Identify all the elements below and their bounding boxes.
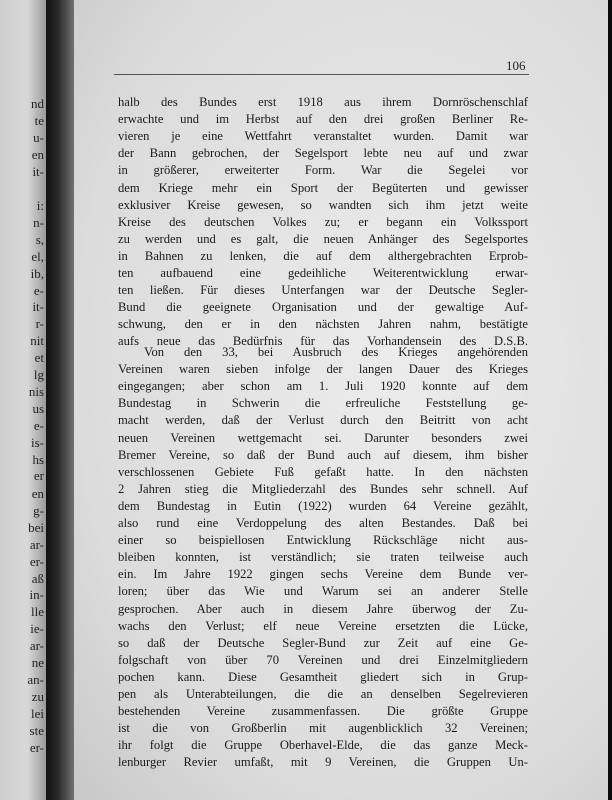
text-line: eingegangen; aber schon am 1. Juli 1920 konnte auf dem — [118, 379, 528, 394]
left-page-fragment: bei — [28, 519, 44, 535]
left-page-fragment: lg — [33, 367, 44, 382]
left-page-fragment: u- — [33, 129, 44, 145]
left-page-fragment: nd — [31, 96, 44, 111]
text-line: dem Kriege mehr ein Sport der Begüterten und gewisser — [118, 180, 528, 195]
left-page-fragment: aß — [31, 570, 44, 586]
left-page-fragment: an- — [27, 671, 44, 687]
left-page-fragment: us — [32, 400, 44, 416]
left-page-fragment: ne — [31, 655, 44, 670]
left-page-fragment: r- — [35, 316, 44, 332]
text-line: loren; über das Wie und Warum sei an anderer Stelle — [118, 584, 528, 599]
left-page-fragment: zu — [31, 688, 44, 704]
left-page-fragment: in- — [29, 587, 44, 603]
text-line: pen als Unterabteilungen, die die an denselben Segelrevieren — [118, 687, 528, 701]
text-line: in Bahnen zu lenken, die auf dem althergebrachten Erprob- — [118, 248, 528, 263]
left-page-fragment: ar- — [29, 638, 44, 654]
left-page-fragment: i: — [36, 198, 44, 213]
book-page — [74, 0, 608, 800]
text-line: macht werden, daß der Verlust durch den Beitritt von acht — [118, 413, 528, 428]
left-page-fragment: ib, — [30, 265, 44, 281]
text-line: halb des Bundes erst 1918 aus ihrem Dornröschenschlaf — [118, 95, 528, 109]
text-line: in größerer, erweiterter Form. War die Segelei vor — [118, 163, 528, 178]
text-line: lenburger Revier umfaßt, mit 9 Vereinen, die Gruppen Un- — [118, 755, 528, 770]
left-page-fragment: e- — [33, 417, 44, 433]
left-page-fragment: el, — [31, 248, 44, 264]
left-page-fragment: nit — [30, 333, 44, 349]
text-line: neuen Vereinen wettgemacht sei. Darunter besonders zwei — [118, 430, 528, 445]
left-page-fragment: er- — [29, 739, 44, 755]
text-line: wachs den Verlust; elf neue Vereine ersetzten die Lücke, — [118, 618, 528, 633]
text-line: zu werden und es galt, die neuen Anhänger des Segelsportes — [118, 231, 528, 246]
text-line: ten aufbauend eine gedeihliche Weiterentwicklung erwar- — [118, 266, 528, 280]
left-page-fragment: ste — [29, 722, 44, 738]
text-line: Vereinen waren sieben infolge der langen Dauer des Krieges — [118, 362, 528, 377]
text-line: also rund eine Verdoppelung des alten Bestandes. Daß bei — [118, 516, 528, 530]
text-line: 2 Jahren stieg die Mitgliederzahl des Bundes sehr schnell. Auf — [118, 481, 528, 496]
text-line: folgschaft von über 70 Vereinen und drei Einzelmitgliedern — [118, 652, 528, 667]
text-line: ein. Im Jahre 1922 gingen sechs Vereine dem Bunde ver- — [118, 567, 528, 582]
text-line: Kreise des deutschen Volkes zu; er begann ein Volkssport — [118, 214, 528, 229]
text-line: bleiben konnten, ist verständlich; sie traten teilweise auch — [118, 550, 528, 565]
header-rule — [114, 74, 529, 75]
text-line: exklusiver Kreise gewesen, so wandten sich ihm jetzt weite — [118, 197, 528, 212]
text-line: schwung, den er in den nächsten Jahren nahm, bestätigte — [118, 317, 528, 332]
left-page-fragment: s, — [35, 231, 44, 247]
left-page-fragment: ie- — [30, 621, 44, 637]
text-line: ist die von Großberlin mit augenblicklich 32 Vereinen; — [118, 721, 528, 736]
page-number: 106 — [506, 58, 526, 73]
left-page-fragment: e- — [33, 282, 44, 298]
text-line: Bund die geeignete Organisation und der gewaltige Auf- — [118, 300, 528, 315]
left-page-edge — [0, 0, 46, 800]
left-page-fragment: en — [31, 146, 44, 162]
text-line: ihr folgt die Gruppe Oberhavel-Elde, die das ganze Meck- — [118, 738, 528, 753]
text-line: pochen kann. Diese Gesamtheit gliedert sich in Grup- — [118, 669, 528, 684]
left-page-fragment: er- — [29, 553, 44, 569]
left-page-fragment: te — [34, 112, 44, 128]
text-line: so daß der Deutsche Segler-Bund zur Zeit auf eine Ge- — [118, 635, 528, 650]
left-page-fragment: er — [33, 468, 44, 484]
text-line: ten ließen. Für dieses Unterfangen war der Deutsche Segler- — [118, 283, 528, 298]
text-line: verschlossenen Gebiete Fuß gefaßt hatte. In den nächsten — [118, 464, 528, 479]
text-line: Bundestag in Schwerin die erfreuliche Feststellung ge- — [118, 396, 528, 411]
left-page-fragment: nis — [28, 383, 44, 399]
left-page-fragment: n- — [33, 214, 44, 230]
text-line: gesprochen. Aber auch in diesem Jahre überwog der Zu- — [118, 601, 528, 616]
text-line: Bremer Vereine, so daß der Bund auch auf diesem, ihm bisher — [118, 447, 528, 462]
text-line: erwachte und im Herbst auf den drei großen Berliner Re- — [118, 112, 528, 127]
text-line: dem Bundestag in Eutin (1922) wurden 64 Vereine gezählt, — [118, 498, 528, 513]
text-line: der Bann gebrochen, der Segelsport lebte neu auf und zwar — [118, 146, 528, 161]
text-line: vieren je eine Wettfahrt veranstaltet wurden. Damit war — [118, 129, 528, 144]
left-page-fragment: lei — [31, 705, 44, 721]
left-page-fragment: it- — [32, 163, 44, 179]
book-gutter — [46, 0, 76, 800]
left-page-fragment: hs — [32, 451, 44, 467]
left-page-fragment: is- — [31, 434, 44, 450]
left-page-fragment: it- — [32, 299, 44, 315]
text-line: Von den 33, bei Ausbruch des Krieges angehörenden — [144, 345, 528, 359]
left-page-fragment: g- — [33, 502, 44, 518]
left-page-fragment: en — [31, 486, 44, 501]
text-line: einer so beispiellosen Entwicklung Rückschläge nicht aus- — [118, 533, 528, 548]
left-page-fragment: lle — [31, 604, 44, 620]
text-line: bestehenden Vereine zusammenfassen. Die größte Gruppe — [118, 704, 528, 719]
left-page-fragment: ar- — [29, 536, 44, 552]
text-line: aufs neue das Bedürfnis für das Vorhandensein des D.S.B. — [118, 334, 528, 349]
left-page-fragment: et — [34, 350, 44, 366]
